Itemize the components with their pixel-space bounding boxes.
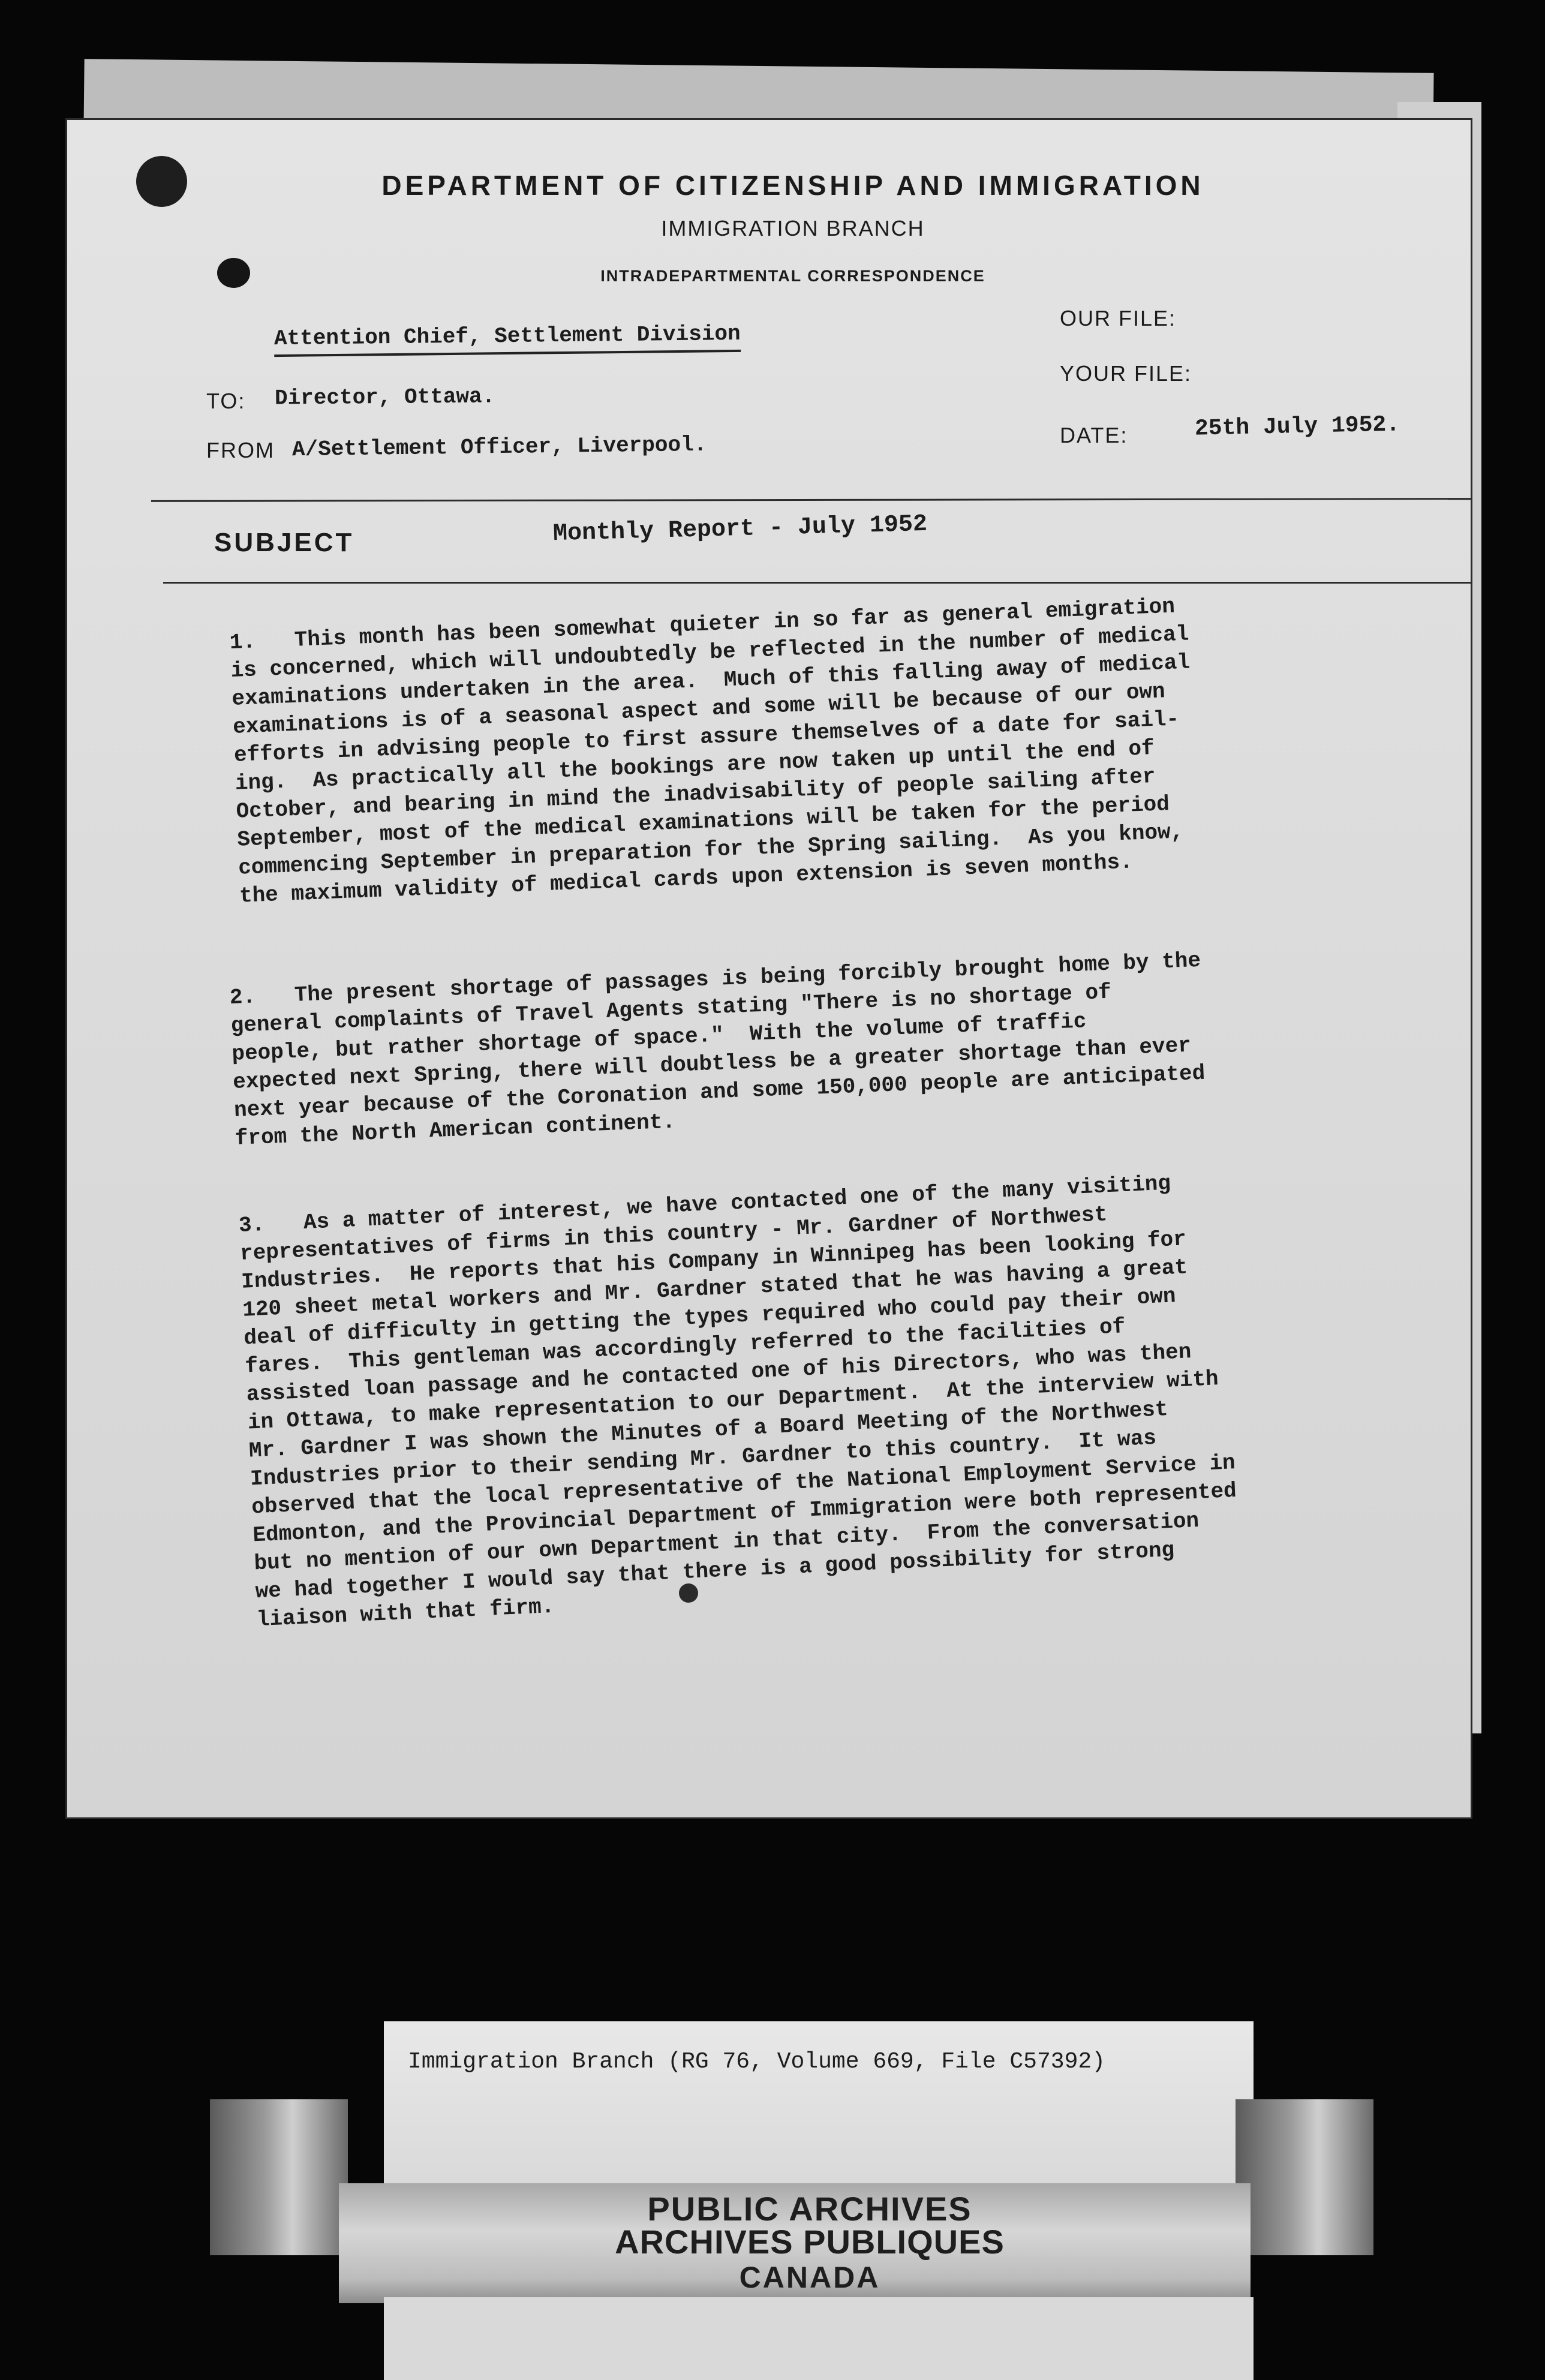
memo-sheet — [67, 120, 1471, 1817]
paragraph-1: 1. This month has been somewhat quieter in so far as general emigration is concerned, which will undoubtedly be reflected in the number of medical examinations undertaken in the area. Much of this falling away of medical examinations is of a seasonal aspect and some will be because of our own efforts in advising people to first assure themselves of a date for sail- ing. As practically all the bookings are now taken up until the end of October, and bearing in mind the inadvisability of people sailing after September, most of the medical examinations will be taken for the period commencing September in preparation for the Spring sailing. As you know, the maximum validity of medical cards upon extension is seven months. — [229, 594, 1191, 909]
from-label: FROM — [206, 438, 275, 462]
archive-stamp-line-3: CANADA — [739, 2261, 880, 2294]
from-value: A/Settlement Officer, Liverpool. — [291, 432, 707, 462]
attention-line: Attention Chief, Settlement Division — [274, 321, 741, 357]
archive-stamp-line-2: ARCHIVES PUBLIQUES — [615, 2223, 1005, 2261]
archive-stamp-line-1: PUBLIC ARCHIVES — [647, 2190, 972, 2228]
department-heading: DEPARTMENT OF CITIZENSHIP AND IMMIGRATION — [381, 170, 1204, 201]
date-value: 25th July 1952. — [1194, 411, 1400, 442]
to-label: TO: — [206, 389, 246, 413]
date-label: DATE: — [1060, 423, 1128, 447]
our-file-label: OUR FILE: — [1060, 306, 1177, 330]
header-divider — [151, 498, 1471, 502]
subject-label: SUBJECT — [214, 528, 354, 557]
correspondence-type: INTRADEPARTMENTAL CORRESPONDENCE — [600, 267, 985, 285]
archive-label-card — [384, 2021, 1254, 2189]
paragraph-2: 2. The present shortage of passages is being forcibly brought home by the general complaints of Travel Agents stating "There is no shortage of people, but rather shortage of space." With the volume of traffic expected next Spring, there will doubtless be a greater shortage than ever next year because of the Coronation and some 150,000 people are anticipated from the North American continent. — [229, 948, 1206, 1151]
archive-reference: Immigration Branch (RG 76, Volume 669, File C57392) — [408, 2049, 1105, 2075]
to-value: Director, Ottawa. — [274, 384, 495, 411]
archive-label-bottom — [384, 2297, 1254, 2380]
paragraph-3: 3. As a matter of interest, we have contacted one of the many visiting representatives of firms in this country - Mr. Gardner of Northwest Industries. He reports that his Company in Winnipeg has been looking for 120 sheet metal workers and Mr. Gardner stated that he was having a great deal of difficulty in getting the types required who could pay their own fares. This gentleman was accordingly referred to the facilities of assisted loan passage and he contacted one of his Directors, who was then in Ottawa, to make representation to our Department. At the interview with Mr. Gardner I was shown the Minutes of a Board Meeting of the Northwest Industries prior to their sending Mr. Gardner to this country. It was observed that the local representative of the National Employment Service in Edmonton, and the Provincial Department of Immigration were both represented but no mention of our own Department in that city. From the conversation we had together I would say that there is a good possibility for strong liaison with that firm. — [238, 1171, 1237, 1633]
subject-divider — [163, 582, 1471, 584]
film-clip-right — [1236, 2099, 1373, 2255]
your-file-label: YOUR FILE: — [1060, 361, 1192, 386]
subject-value: Monthly Report - July 1952 — [552, 510, 928, 548]
film-clip-left — [210, 2099, 348, 2255]
branch-heading: IMMIGRATION BRANCH — [661, 216, 925, 241]
